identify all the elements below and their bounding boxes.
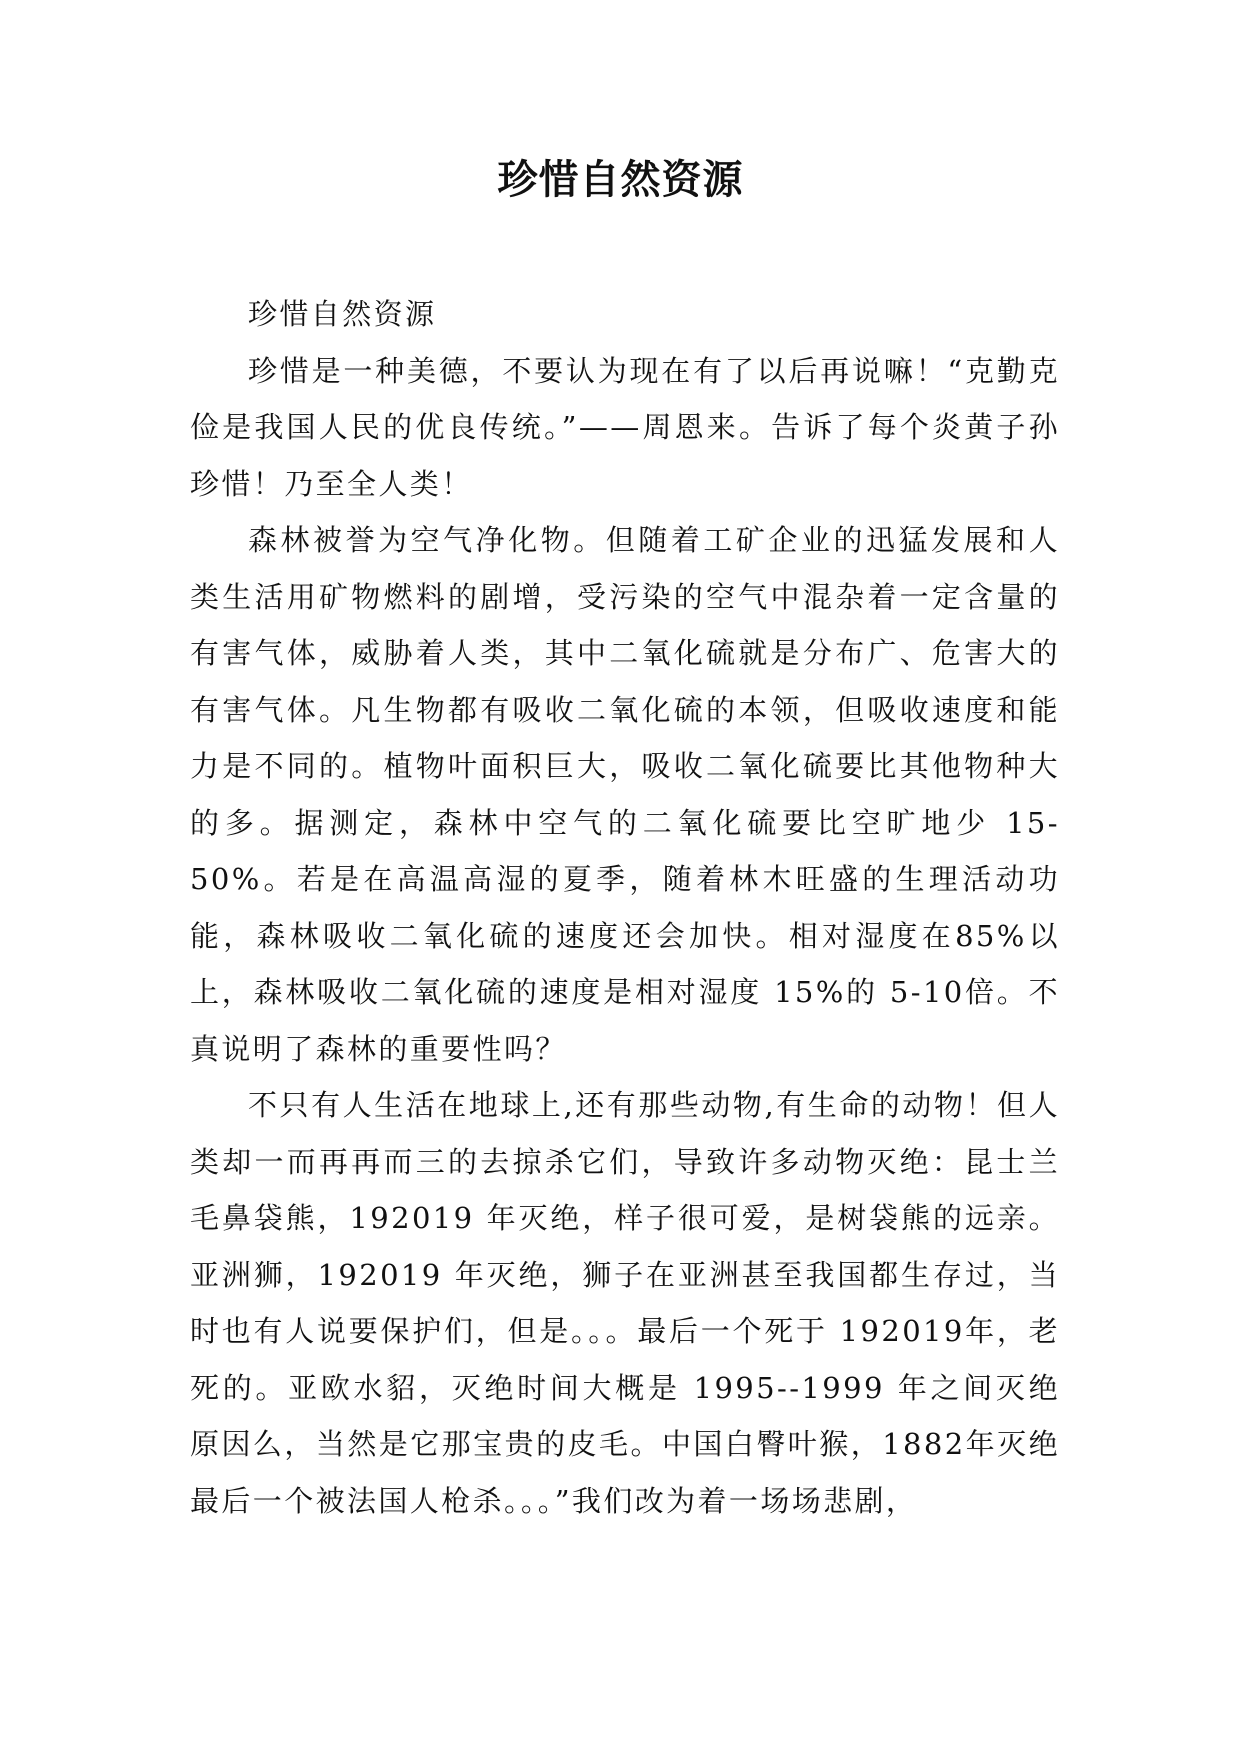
paragraph-intro: 珍惜是一种美德，不要认为现在有了以后再说嘛！“克勤克俭是我国人民的优良传统。”——周恩来。告诉了每个炎黄子孙珍惜！乃至全人类！ [190, 353, 1060, 501]
document-title: 珍惜自然资源 [497, 157, 744, 203]
paragraph-forest: 森林被誉为空气净化物。但随着工矿企业的迅猛发展和人类生活用矿物燃料的剧增，受污染的空气中混杂着一定含量的有害气体，威胁着人类，其中二氧化硫就是分布广、危害大的有害气体。凡生物都有吸收二氧化硫的本领，但吸收速度和能力是不同的。植物叶面积巨大，吸收二氧化硫要比其他物种大的多。据测定，森林中空气的二氧化硫要比空旷地少 15-50%。若是在高温高湿的夏季，随着林木旺盛的生理活动功能，森林吸收二氧化硫的速度还会加快。相对湿度在85%以上，森林吸收二氧化硫的速度是相对湿度 15%的 5-10倍。不真说明了森林的重要性吗？ [190, 523, 1060, 1066]
paragraph-animals: 不只有人生活在地球上,还有那些动物,有生命的动物！但人类却一而再再而三的去掠杀它们，导致许多动物灭绝：昆士兰毛鼻袋熊，192019 年灭绝，样子很可爱，是树袋熊的远亲。亚洲狮，192019 年灭绝，狮子在亚洲甚至我国都生存过，当时也有人说要保护们，但是。。。最后一个死于 192019年，老死的。亚欧水貂，灭绝时间大概是 1995--1999 年之间灭绝原因么，当然是它那宝贵的皮毛。中国白臀叶猴，1882年灭绝最后一个被法国人枪杀。。。”我们改为着一场场悲剧， [190, 1088, 1060, 1518]
paragraph-heading: 珍惜自然资源 [248, 297, 437, 331]
document-body [190, 286, 1060, 1529]
